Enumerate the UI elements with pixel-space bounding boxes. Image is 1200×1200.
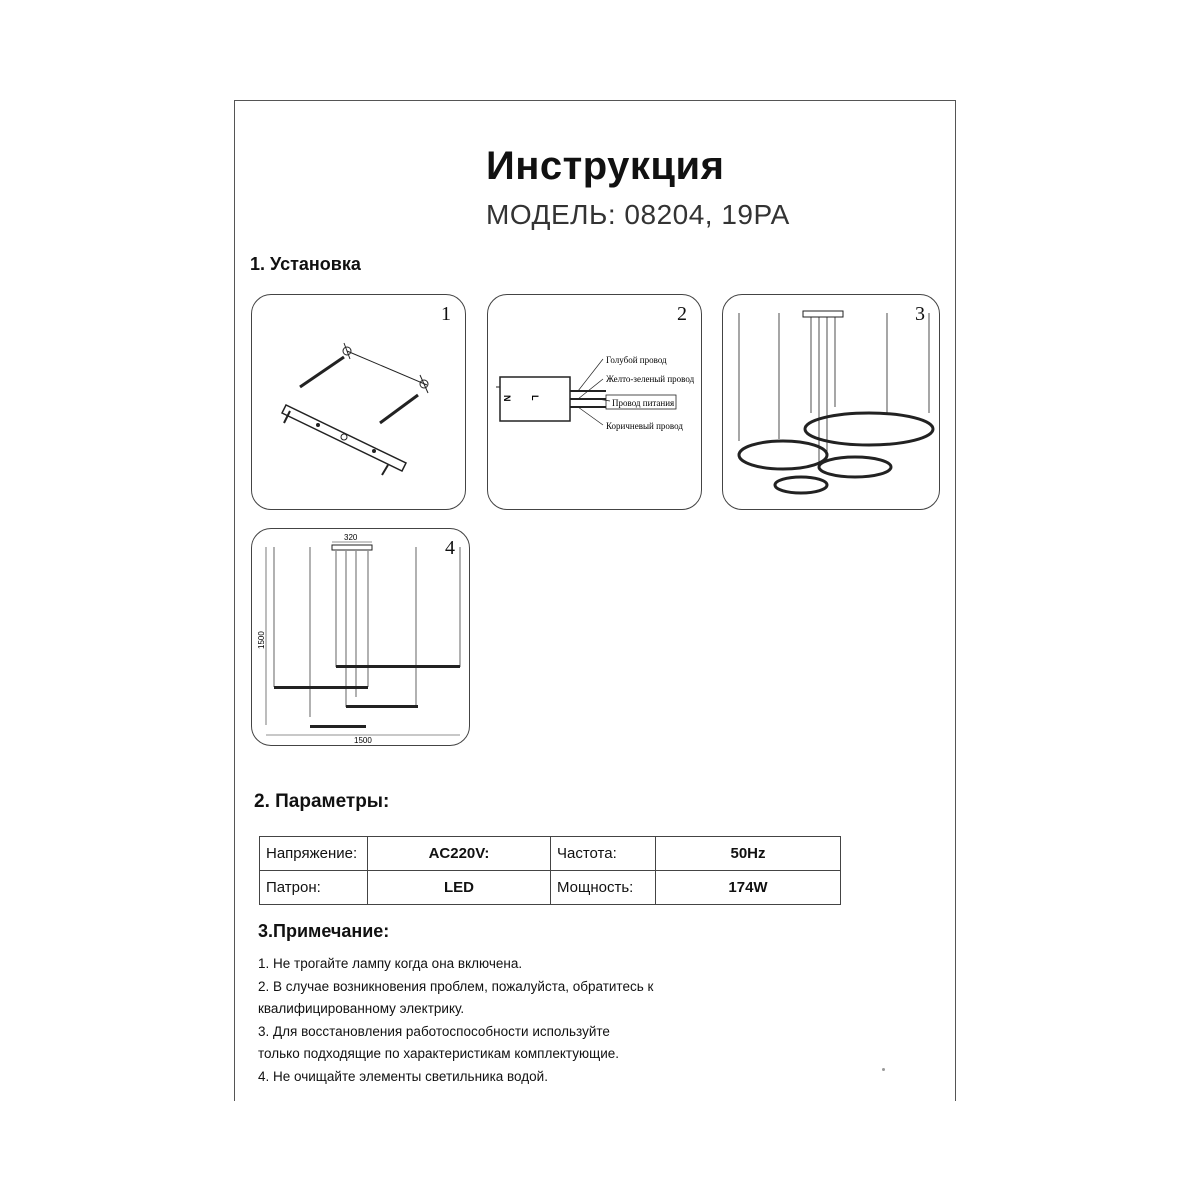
note-line: 3. Для восстановления работоспособности используйте bbox=[258, 1023, 610, 1039]
dimension-base-label: 1500 bbox=[354, 736, 372, 745]
notes-list bbox=[258, 953, 738, 1088]
install-step-4-panel bbox=[251, 528, 470, 746]
step-number: 1 bbox=[441, 303, 451, 325]
table-row bbox=[260, 871, 841, 905]
install-step-1-panel bbox=[251, 294, 466, 510]
terminal-label: L bbox=[530, 395, 540, 401]
note-line: квалифицированному электрику. bbox=[258, 1001, 465, 1016]
step-number: 2 bbox=[677, 303, 687, 325]
param-label: Частота: bbox=[551, 837, 656, 871]
note-line: только подходящие по характеристикам комплектующие. bbox=[258, 1046, 620, 1061]
note-line: 4. Не очищайте элементы светильника водой. bbox=[258, 1068, 548, 1084]
wire-label-brown: Коричневый провод bbox=[606, 421, 683, 431]
param-value: 174W bbox=[656, 871, 841, 905]
table-row bbox=[260, 837, 841, 871]
stray-dot bbox=[882, 1068, 885, 1071]
model-line: МОДЕЛЬ: 08204, 19PA bbox=[486, 199, 790, 230]
install-heading: 1. Установка bbox=[250, 254, 361, 274]
wire-label-yellow-green: Желто-зеленый провод bbox=[606, 374, 695, 384]
terminal-label: N bbox=[502, 395, 512, 402]
param-value: 50Hz bbox=[656, 837, 841, 871]
param-value: LED bbox=[368, 871, 551, 905]
dimension-width-label: 320 bbox=[344, 533, 358, 542]
notes-heading: 3.Примечание: bbox=[258, 921, 390, 941]
wiring-block-illustration bbox=[488, 295, 701, 509]
param-value: AC220V: bbox=[368, 837, 551, 871]
step-number: 3 bbox=[915, 303, 925, 325]
note-line: 1. Не трогайте лампу когда она включена. bbox=[258, 956, 523, 971]
params-table bbox=[259, 836, 841, 905]
wire-label-power: Провод питания bbox=[612, 398, 675, 408]
dimension-drawing bbox=[252, 529, 469, 745]
params-heading: 2. Параметры: bbox=[254, 791, 390, 812]
dimension-height-label: 1500 bbox=[257, 631, 266, 649]
param-label: Напряжение: bbox=[260, 837, 368, 871]
param-label: Мощность: bbox=[551, 871, 656, 905]
note-line: 2. В случае возникновения проблем, пожалуйста, обратитесь к bbox=[258, 978, 654, 994]
chandelier-illustration bbox=[723, 295, 939, 509]
install-step-3-panel bbox=[722, 294, 940, 510]
install-step-2-panel bbox=[487, 294, 702, 510]
document-title: Инструкция bbox=[486, 144, 725, 188]
param-label: Патрон: bbox=[260, 871, 368, 905]
wire-label-blue: Голубой провод bbox=[606, 355, 667, 365]
step-number: 4 bbox=[445, 537, 455, 559]
mounting-bracket-illustration bbox=[252, 295, 465, 509]
